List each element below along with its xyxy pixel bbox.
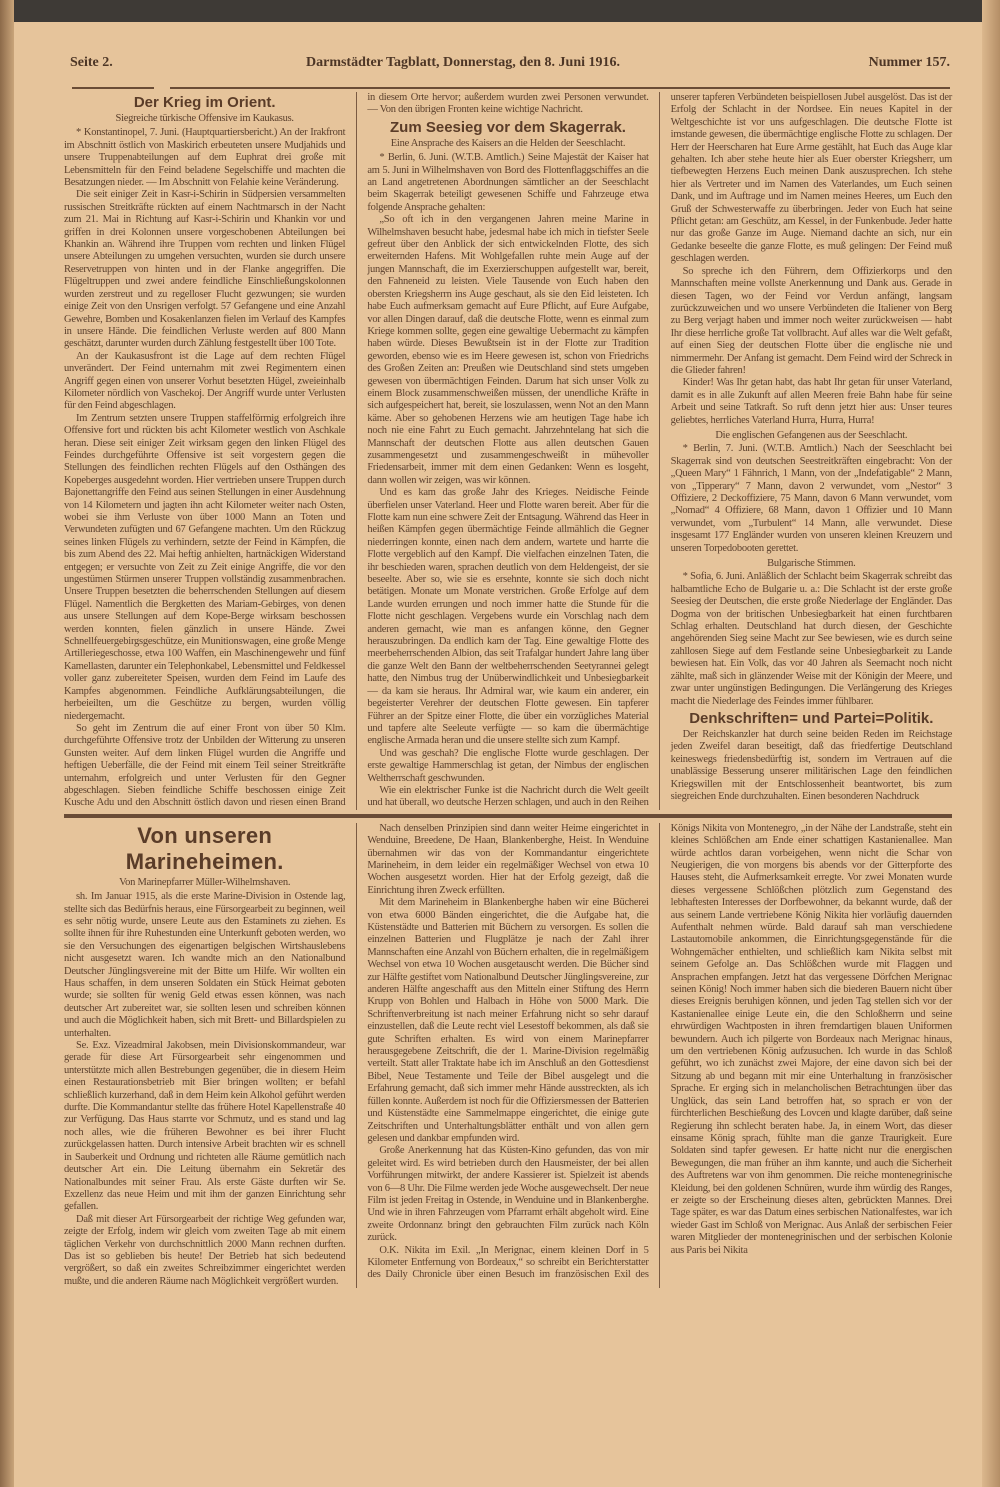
paragraph: Große Anerkennung hat das Küsten-Kino gefunden, das von mir geleitet wird. Es wird betrieben durch den Hausmeister, der bei allen Vorführungen mitwirkt, der andere Kassierer ist. Spielzeit ist abends von 6—8 Uhr. Die Filme werden jede Woche ausgewechselt. Der neue Film ist jeden Freitag in Ostende, in Wenduine und in Blankenberghe. Und wie in ihren Fahrzeugen vom Pfarramt erhält abgeholt wird. Eine zweite Ordonnanz bringt den gebrauchten Film zurück nach Köln zurück. [367,1145,649,1244]
section-rule [64,814,952,818]
paragraph: Die seit einiger Zeit in Kasr-i-Schirin in Südpersien versammelten russischen Streitkräfte rückten auf einem Nachtmarsch in der Nacht zum 21. Mai in Richtung auf Kasr-i-Schirin und Khankin vor und griffen in drei Kolonnen unsere vorgeschobenen Abteilungen bei Khankin an. Während ihre Truppen vom rechten und linken Flügel unsere Abteilungen zu umgehen versuchten, wurden sie durch unsere Reservetruppen von hinten und in der Flanke angegriffen. Die Flügeltruppen und zwei andere feindliche Einschließungskolonnen wurden zerstreut und zu regelloser Flucht gezwungen; sie wurden einige Zeit von den Unsrigen verfolgt. 57 Gefangene und eine Anzahl Gewehre, Bomben und Kosakenlanzen fielen im Verlauf des Kampfes in unsere Hände. Die feindlichen Verluste werden auf 800 Mann geschätzt, darunter wurden durch Zählung festgestellt über 100 Tote. [64,189,346,350]
paragraph: Wie ein elektrischer Funke ist die Nachricht durch die Welt geeilt und hat überall, wo deutsche Herzen schlagen, und auch in den Reihen unserer tapferen Verbündeten beispiellosen Jubel ausgelöst. Das ist der Erfolg der Schlacht in der Nordsee. Ein neues Kapitel in der Weltgeschichte ist vor uns aufgeschlagen. Die deutsche Flotte ist imstande gewesen, die übermächtige englische Flotte zu schlagen. Der Herr der Heerscharen hat Eure Arme gestählt, hat Euch das Auge klar gehalten. Ich aber stehe heute hier als Euer oberster Kriegsherr, um tiefbewegten Herzens Euch meinen Dank auszusprechen. Ich stehe hier als Vertreter und im Namen des Vaterlandes, um Euch seinen Dank, und im Auftrage und im Namen meines Heeres, um Euch den Gruß der Schwesterwaffe zu überbringen. Jeder von Euch hat seine Pflicht getan: am Geschütz, am Kessel, in der Funkenbude. Jeder hatte nur das große Ganze im Auge. Niemand dachte an sich, nur ein Gedanke beseelte die ganze Flotte, es muß gelingen: Der Feind muß geschlagen werden. [367,92,952,809]
paragraph: Der Reichskanzler hat durch seine beiden Reden im Reichstage jeden Zweifel daran beseitigt, daß das friedfertige Deutschland keineswegs friedensbedürftig ist, sondern im Vertrauen auf die unablässige Besserung unserer militärischen Lage den feindlichen Kriegswillen mit der Entschlossenheit beantwortet, bis zum siegreichen Ende durchzuhalten. Einen besonderen Nachdruck [670,728,952,802]
paragraph: Und was geschah? Die englische Flotte wurde geschlagen. Der erste gewaltige Hammerschlag ist getan, der Nimbus der englischen Weltherrschaft geschwunden. [367,747,649,784]
issue-number: Nummer 157. [868,55,950,70]
paragraph: Mit dem Marineheim in Blankenberghe haben wir eine Bücherei von etwa 6000 Bänden eingerichtet, die die Aufgabe hat, die Küstenstädte und Batterien mit Büchern zu versorgen. Es sollen die einzelnen Batterien und Flugplätze je nach der Zahl ihrer Mannschaften eine Anzahl von Büchern erhalten, die in regelmäßigem Wechsel von etwa 10 Wochen ausgetauscht werden. Die Bücher sind zur Hälfte gestiftet vom Nationalbund Deutscher Jünglingsvereine, zur anderen Hälfte angeschafft aus den Mitteln einer Stiftung des Herrn Krupp von Bohlen und Halbach in Höhe von 5000 Mark. Die Schriftenverbreitung ist nach meiner Erfahrung nicht so sehr darauf einzustellen, daß die Leute recht viel Lesestoff bekommen, als daß sie gute Schriften erhalten. Es wird von einem Marinepfarrer herausgegebene Zeitschrift, die der 1. Marine-Division regelmäßig verteilt. Statt aller Traktate habe ich im Anschluß an den Gottesdienst Bibel, Neue Testamente und Teile der Bibel ausgelegt und die Erfahrung gemacht, daß sich immer mehr Hände ausstreckten, als ich füllen konnte. Außerdem ist noch für die Offiziersmessen der Batterien und Küstenstädte eine Sammelmappe eingerichtet, die einige gute Zeitschriften und Unterhaltungsblätter enthält und von allen gern gelesen und dankbar empfunden wird. [367,897,649,1144]
article-subtitle: Siegreiche türkische Offensive im Kaukasus. [115,113,294,124]
paragraph: Kinder! Was Ihr getan habt, das habt Ihr getan für unser Vaterland, damit es in alle Zukunft auf allen Meeren freie Bahn habe für seine Arbeit und seine Tatkraft. So ruft denn jetzt hier aus: Unser teures geliebtes, herrliches Vaterland Hurra, Hurra, Hurra! [670,377,952,426]
paragraph: An der Kaukasusfront ist die Lage auf dem rechten Flügel unverändert. Der Feind unternahm mit zwei Regimentern einen Angriff gegen einen von unserer Vorhut besetzten Hügel, zweieinhalb Kilometer nördlich von Vaschekoj. Der Angriff wurde unter Verlusten für den Feind abgeschlagen. [64,350,346,412]
paragraph: So spreche ich den Führern, dem Offizierkorps und den Mannschaften meine vollste Anerkennung und Dank aus. Gerade in diesen Tagen, wo der Feind vor Verdun anfängt, langsam zurückzuweichen und wo unsere Verbündeten die Italiener von Berg zu Berg verjagt haben und immer noch weiter zurückweisen — habt Ihr diese herrliche große Tat vollbracht. Auf alles war die Welt gefaßt, auf einen Sieg der deutschen Flotte über die englische nie und nimmermehr. Der Anfang ist gemacht. Dem Feind wird der Schreck in die Glieder fahren! [670,265,952,376]
paragraph: * Konstantinopel, 7. Juni. (Hauptquartiersbericht.) An der Irakfront im Abschnitt östlich von Maskirich erbeuteten unsere Mudjahids und unsere Truppenabteilungen auf dem Euphrat drei große mit Lebensmitteln für den Feind beladene Segelschiffe und machten die Besatzungen nieder. — Im Abschnitt von Felahie keine Veränderung. [64,127,346,189]
article-byline: Von Marinepfarrer Müller-Wilhelmshaven. [119,876,291,888]
article-subtitle: Eine Ansprache des Kaisers an die Helden der Seeschlacht. [390,137,626,149]
section-heading: Die englischen Gefangenen aus der Seeschlacht. [715,429,908,441]
article-title: Der Krieg im Orient. [133,94,276,111]
paragraph: sh. Im Januar 1915, als die erste Marine-Division in Ostende lag, stellte sich das Bedürfnis heraus, eine Fürsorgearbeit zu beginnen, weil es sehr nötig wurde, unsere Leute aus den Estaminets zu ziehen. Es sollte ihnen für ihre Ruhestunden eine Unterkunft geboten werden, wo sie den Versuchungen des eigenartigen belgischen Wirtshauslebens nicht ausgesetzt waren. Ich wandte mich an den Nationalbund Deutscher Jünglingsvereine mit der Bitte um Hilfe. Wir wollten ein Haus schaffen, in dem unseren Soldaten ein Stück Heimat geboten wurde; sie sollten für wenig Geld etwas essen können, was nach deutscher Art zubereitet war, sie sollten lesen und schreiben können und auch die Möglichkeit haben, sich mit Brett- und Billardspielen zu unterhalten. [64,891,346,1039]
bottom-section [64,823,952,1288]
paragraph: So geht im Zentrum die auf einer Front von über 50 Klm. durchgeführte Offensive trotz der Unbilden der Witterung zu unseren Gunsten weiter. Auf dem linken Flügel wurden die Angriffe und heftigen Ueberfälle, die der Feind mit einem Teil seiner Streitkräfte unternahm, erfolgreich und unter Verlusten für den Gegner abgeschlagen. Sieben feindliche Schiffe beschossen einige Zeit Kusche Adu und den Abschnitt östlich davon und riesen einen Brand in diesem Orte hervor; außerdem wurden zwei Personen verwundet. — Von den übrigen Fronten keine wichtige Nachricht. [64,92,649,809]
paragraph: Se. Exz. Vizeadmiral Jakobsen, mein Divisionskommandeur, war gerade für diese Art Fürsorgearbeit sehr eingenommen und unterstützte mich allen Bestrebungen gegenüber, die in diesem Heim einen Restaurationsbetrieb mit Bier bringen wollten; er befahl schließlich kurzerhand, daß in dem Heim kein Alkohol geführt werden durfte. Die Kommandantur stellte das frühere Hotel Kapellenstraße 40 zur Verfügung. Das Haus starrte vor Schmutz, und es stand und lag noch alles, wie die früheren Bewohner es bei ihrer Flucht zurückgelassen hatten. Durch intensive Arbeit brachten wir es schnell in Sauberkeit und Ordnung und richteten alle Räume gemütlich nach deutscher Art ein. Die Leitung übernahm ein Sekretär des Nationalbundes mit seiner Frau. Als erste Gäste durften wir Se. Exzellenz das neue Heim und mit ihm der ganzen Einrichtung sehr gefallen. [64,1040,346,1213]
article-title: Denkschriften= und Partei=Politik. [689,709,934,727]
paragraph: Und es kam das große Jahr des Krieges. Neidische Feinde überfielen unser Vaterland. Heer und Flotte waren bereit. Aber für die Flotte kam nun eine schwere Zeit der Entsagung. Während das Heer in heißen Kämpfen gegen übermächtige Feinde allmählich die Gegner niederringen konnte, einen nach dem andern, wartete und harrte die Flotte vergeblich auf den Kampf. Die vielfachen einzelnen Taten, die ihr beschieden waren, sprachen deutlich von dem Heldengeist, der sie beseelte. Aber so, wie sie es ersehnte, konnte sie sich doch nicht betätigen. Monate um Monate verstrichen. Große Erfolge auf dem Lande wurden errungen und noch immer hatte die Stunde für die Flotte nicht geschlagen. Vergebens wurde ein Vorschlag nach dem anderen gemacht, wie man es anfangen könne, den Gegner herauszubringen. Da endlich kam der Tag. Eine gewaltige Flotte des meerbeherrschenden Albion, das seit Trafalgar hundert Jahre lang über die ganze Welt den Bann der weltbeherrschenden Seetyrannei gelegt hatte, den Nimbus trug der Unüberwindlichkeit und Unbesiegbarkeit — da kam sie heraus. Ihr Admiral war, wie kaum ein anderer, ein begeisterter Verehrer der deutschen Flotte gewesen. Ein tapferer Führer an der Spitze einer Flotte, die über ein vorzügliches Material und tapfere alte Seeleute verfügte — so kam die übermächtige englische Armada heran und die unsere stellte sich zum Kampf. [367,487,649,747]
top-section [64,92,952,810]
paragraph: Daß mit dieser Art Fürsorgearbeit der richtige Weg gefunden war, zeigte der Erfolg, indem wir gleich vom zweiten Tage ab mit einem täglichen Verkehr von durchschnittlich 2000 Mann rechnen durften. Das ist so geblieben bis heute! Der Betrieb hat sich bedeutend vergrößert, so daß ein zweites Schreibzimmer eingerichtet werden mußte, und die anderen Räume nach Möglichkeit vergrößert wurden. [64,1213,346,1287]
paragraph: * Sofia, 6. Juni. Anläßlich der Schlacht beim Skagerrak schreibt das halbamtliche Echo de Bulgarie u. a.: Die Schlacht ist der erste große Seesieg der Deutschen, die erste große Niederlage der Engländer. Das Dogma von der britischen Unbesiegbarkeit hat einen furchtbaren Schlag erhalten. Deutschland hat durch diesen, der Geschichte angehörenden Sieg seine Macht zur See bewiesen, wie es durch seine zahllosen Siege auf dem Festlande seine Unbesiegbarkeit zu Lande bewiesen hat. Ein Volk, das vor 40 Jahren als Seemacht noch nicht zählte, maß sich in glänzender Weise mit der Königin der Meere, und zwar unter ungünstigen Bedingungen. Die Verlängerung des Krieges macht die Niederlage des Feindes immer fühlbarer. [670,571,952,707]
paragraph: Im Zentrum setzten unsere Truppen staffelförmig erfolgreich ihre Offensive fort und rückten bis acht Kilometer westlich von Aschkale heran. Diese seit einiger Zeit wirksam gegen den linken Flügel des Feindes durchgeführte Offensive ist seit vorgestern gegen die Stellungen des feindlichen rechten Flügels auf den Osthängen des Kopeberges ausgedehnt worden. Hier vertrieben unsere Truppen durch Bajonettangriffe den Feind aus seinen Stellungen in einer Ausdehnung von 14 Kilometern und jagten ihn acht Kilometer weiter nach Osten, wobei sie ihm Verluste von über 1000 Mann an Toten und Verwundeten zufügten und 67 Gefangene machten. Um den Rückzug seines linken Flügels zu verhindern, setzte der Feind in Kämpfen, die bis zum Abend des 22. Mai heftig anhielten, hartnäckigen Widerstand entgegen; er versuchte von Zeit zu Zeit einige Angriffe, die vor den ungestümen Stürmen unserer Truppen vollständig zusammenbrachen. Unsere Truppen besetzten die beherrschenden Stellungen auf diesem Flügel. Namentlich die Bergketten des Mariam-Gebirges, von denen aus unsere Stellungen auf dem Kope-Berge wirksam beschossen werden konnten, fielen gänzlich in unsere Hände. Zwei Schnellfeuergebirgsgeschütze, ein Munitionswagen, eine große Menge Artilleriegeschosse, etwa 100 Waffen, ein Maschinengewehr und fünf Kamellasten, darunter ein Telephonkabel, Lebensmittel und Feldkessel voller ganz zubereiteter Speisen, wurden dem Feind im Laufe des Kampfes abgenommen. Feindliche Aufklärungsabteilungen, die herbeieilten, um die Geschütze zu bergen, wurden völlig niedergemacht. [64,412,346,722]
article-title: Zum Seesieg vor dem Skagerrak. [390,118,626,136]
paragraph: O.K. Nikita im Exil. „In Merignac, einem kleinen Dorf in 5 Kilometer Entfernung von Bordeaux,“ so schreibt ein Berichterstatter des Daily Chronicle über einen Besuch im französischen Exil des Königs Nikita von Montenegro, „in der Nähe der Landstraße, steht ein kleines Schlößchen am Ende einer schattigen Kastanienallee. Man würde achtlos daran vorbeigehen, wenn nicht die Schar von Neugierigen, die von morgens bis abends vor der Gitterpforte des Hauses steht, die Aufmerksamkeit erregte. Vor zwei Monaten wurde dieses vergessene Schlößchen plötzlich zum Gegenstand des lebhaftesten Interesses der Dorfbewohner, da bekannt wurde, daß der aus seinem Lande vertriebene König Nikita hier vorläufig dauernden Aufenthalt nehmen würde. Bald darauf sah man verschiedene Lastautomobile ankommen, die Einrichtungsgegenstände für die Wohngemächer enthielten, und schließlich kam Nikita selbst mit seinem Gefolge an. Das Schlößchen wurde mit Flaggen und Ansprachen empfangen. Jetzt hat das vergessene Dörfchen Merignac seinen König! Noch immer haben sich die biederen Bauern nicht über dieses Ereignis beruhigen können, und jeden Tag stellen sich vor der Kastanienallee einige Leute ein, die den Schloßherrn und seine ehrwürdigen Wachtposten in ihren fremdartigen blauen Uniformen bewundern. Auch ich pilgerte von Bordeaux nach Merignac hinaus, um den vertriebenen König aufzusuchen. Ich wurde in das Schloß geführt, wo ich zunächst zwei Majore, der eine davon sich bei der Sitzung ab und begann mit mir eine Unterhaltung in französischer Sprache. Er erging sich in melancholischen Betrachtungen über das Unglück, das sein Land betroffen hat, so sprach er von der fürchterlichen Beschießung des Lovcen und klagte darüber, daß seine Regierung ihn schlecht beraten habe. Ja, in einem Wort, das dieser einsame König sprach, fühlte man die ganze Traurigkeit. Eure Soldaten sind tapfer gewesen. Er hatte nicht nur die energischen Bewegungen, die man früher an ihm kannte, und auch die Sicherheit des Auftretens war von ihm genommen. Die reiche montenegrinische Kleidung, bei den goldenen Schnüren, wurde ihm würdig des Ranges, er zeigte so der Erscheinung dieses alten, gebrückten Mannes. Drei Tage später, es war das Datum eines serbischen Nationalfestes, war ich wieder Gast im Schloß von Merignac. Aus Anlaß der serbischen Feier waren Mitglieder der montenegrinischen und der serbischen Kolonie aus Paris bei Nikita [367,822,952,1281]
paragraph: * Berlin, 6. Juni. (W.T.B. Amtlich.) Seine Majestät der Kaiser hat am 5. Juni in Wilhelmshaven von Bord des Flottenflaggschiffes an die an Land angetretenen Abordnungen sämtlicher an der Seeschlacht beim Skagerrak beteiligt gewesenen Schiffe und Fahrzeuge etwa folgende Ansprache gehalten: [367,152,649,213]
article-title: Von unseren Marineheimen. [125,822,284,874]
paragraph: „So oft ich in den vergangenen Jahren meine Marine in Wilhelmshaven besucht habe, jedesmal habe ich mich in tiefster Seele gefreut über den Anblick der sich entwickelnden Flotte, des sich erweiternden Hafens. Mit Wohlgefallen ruhte mein Auge auf der jungen Mannschaft, die im Exerzierschuppen aufgestellt war, bereit, den Fahneneid zu leisten. Viele Tausende von Euch haben den obersten Kriegsherrn ins Auge geschaut, als sie den Eid leisteten. Ich habe Euch aufmerksam gemacht auf Eure Pflicht, auf Eure Aufgabe, vor allen Dingen darauf, daß die deutsche Flotte, wenn es einmal zum Kriege kommen sollte, gegen eine gewaltige Uebermacht zu kämpfen haben würde. Dieses Bewußtsein ist in der Flotte zur Tradition geworden, ebenso wie es im Heere gewesen ist, schon von Friedrichs des Großen Zeiten an: Preußen wie Deutschland sind stets umgeben gewesen von übermächtigen Feinden. Darum hat sich unser Volk zu einem Block zusammenschweißen müssen, der unendliche Kräfte in sich aufgespeichert hat, bereit, sie loszulassen, wenn Not an den Mann käme. Aber so gehobenen Herzens wie am heutigen Tage habe ich noch nie eine Fahrt zu Euch gemacht. Jahrzehntelang hat sich die Mannschaft der deutschen Flotte aus allen deutschen Gauen zusammengesetzt und zusammengeschweißt in mühevoller Friedensarbeit, immer mit dem einen Gedanken: Wenn es losgeht, dann wollen wir zeigen, was wir können. [367,214,649,486]
section-heading: Bulgarische Stimmen. [767,558,856,570]
paragraph: * Berlin, 7. Juni. (W.T.B. Amtlich.) Nach der Seeschlacht bei Skagerrak sind von deutschen Seestreitkräften eingebracht: Von der „Queen Mary“ 1 Fähnrich, 1 Mann, von der „Indefatigable“ 2 Mann, von „Tipperary“ 7 Mann, davon 2 verwundet, vom „Nestor“ 3 Offiziere, 2 Deckoffiziere, 75 Mann, davon 6 Mann verwundet, vom „Nomad“ 4 Offiziere, 68 Mann, davon 1 Offizier und 10 Mann verwundet, vom „Turbulent“ 14 Mann, alle verwundet. Diese insgesamt 177 Engländer wurden von unseren kleinen Kreuzern und unseren Torpedobooten gerettet. [670,443,952,554]
paragraph: Nach denselben Prinzipien sind dann weiter Heime eingerichtet in Wenduine, Breedene, De Haan, Blankenberghe, Heist. In Wenduine übernahmen wir das von der Kommandantur eingerichtete Marineheim, in dem leider ein regelmäßiger Wechsel von etwa 10 Wochen ausgesetzt worden. Hier hat der Erfolg gezeigt, daß die Einrichtung ihren Zweck erfüllten. [367,822,649,896]
masthead: Darmstädter Tagblatt, Donnerstag, den 8. Juni 1916. [306,55,620,70]
page-right-edge [982,0,1000,1487]
page-number: Seite 2. [70,55,113,70]
